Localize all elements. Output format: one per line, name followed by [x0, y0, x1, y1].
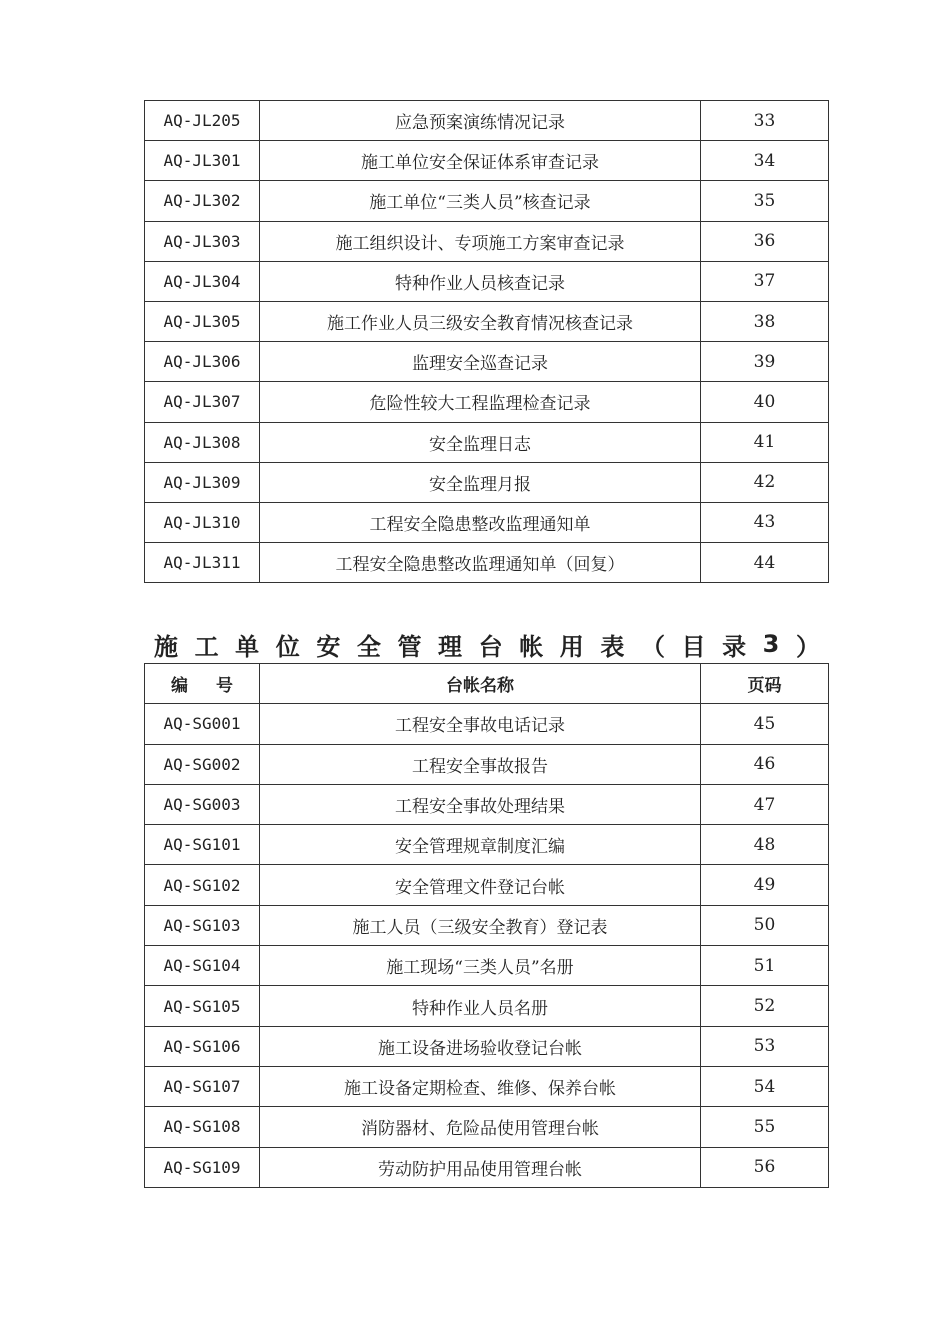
section-title-char: 录 — [722, 632, 747, 661]
code-cell: AQ-SG103 — [145, 905, 260, 945]
page-cell: 47 — [701, 784, 829, 824]
page-cell: 49 — [701, 865, 829, 905]
record-table-body — [145, 101, 829, 583]
ledger-table-body — [145, 704, 829, 1188]
section-title-char: 理 — [438, 632, 463, 661]
page-cell: 43 — [701, 502, 829, 542]
name-cell: 施工单位安全保证体系审查记录 — [260, 141, 701, 181]
header-name: 台帐名称 — [260, 664, 701, 704]
name-cell: 施工现场“三类人员”名册 — [260, 946, 701, 986]
name-cell: 特种作业人员名册 — [260, 986, 701, 1026]
table-row — [145, 261, 829, 301]
code-cell: AQ-SG101 — [145, 825, 260, 865]
code-cell: AQ-JL311 — [145, 543, 260, 583]
name-cell: 劳动防护用品使用管理台帐 — [260, 1147, 701, 1187]
code-cell: AQ-JL302 — [145, 181, 260, 221]
code-cell: AQ-JL309 — [145, 462, 260, 502]
code-cell: AQ-SG104 — [145, 946, 260, 986]
table-row — [145, 342, 829, 382]
code-cell: AQ-JL205 — [145, 101, 260, 141]
page-cell: 35 — [701, 181, 829, 221]
section-title — [144, 626, 830, 662]
section-title-char: 帐 — [519, 632, 544, 661]
section-title-char: （ — [640, 632, 665, 661]
page-cell: 44 — [701, 543, 829, 583]
name-cell: 施工组织设计、专项施工方案审查记录 — [260, 221, 701, 261]
header-code-char: 编 — [171, 676, 188, 697]
name-cell: 特种作业人员核查记录 — [260, 261, 701, 301]
name-cell: 危险性较大工程监理检查记录 — [260, 382, 701, 422]
code-cell: AQ-SG108 — [145, 1107, 260, 1147]
table-row — [145, 301, 829, 341]
page-cell: 37 — [701, 261, 829, 301]
code-cell: AQ-JL308 — [145, 422, 260, 462]
name-cell: 施工作业人员三级安全教育情况核查记录 — [260, 301, 701, 341]
code-cell: AQ-SG106 — [145, 1026, 260, 1066]
name-cell: 应急预案演练情况记录 — [260, 101, 701, 141]
name-cell: 消防器材、危险品使用管理台帐 — [260, 1107, 701, 1147]
table-row — [145, 784, 829, 824]
table-row — [145, 744, 829, 784]
page-cell: 53 — [701, 1026, 829, 1066]
table-row — [145, 422, 829, 462]
section-title-char: 用 — [559, 632, 584, 661]
section-title-char: 全 — [356, 632, 381, 661]
page-cell: 34 — [701, 141, 829, 181]
table-row — [145, 1147, 829, 1187]
code-cell: AQ-SG003 — [145, 784, 260, 824]
code-cell: AQ-SG001 — [145, 704, 260, 744]
name-cell: 施工设备进场验收登记台帐 — [260, 1026, 701, 1066]
ledger-table — [144, 663, 829, 1188]
record-table-continued — [144, 100, 829, 583]
section-title-char: 单 — [235, 632, 260, 661]
page-cell: 54 — [701, 1066, 829, 1106]
header-page: 页码 — [701, 664, 829, 704]
page-cell: 36 — [701, 221, 829, 261]
page-cell: 39 — [701, 342, 829, 382]
table-header-row — [145, 664, 829, 704]
table-row — [145, 181, 829, 221]
code-cell: AQ-JL301 — [145, 141, 260, 181]
table-row — [145, 1107, 829, 1147]
section-title-char: 3 — [762, 630, 780, 658]
name-cell: 监理安全巡查记录 — [260, 342, 701, 382]
name-cell: 施工单位“三类人员”核查记录 — [260, 181, 701, 221]
page-cell: 42 — [701, 462, 829, 502]
page-cell: 51 — [701, 946, 829, 986]
section-title-char: 台 — [478, 632, 503, 661]
page-cell: 56 — [701, 1147, 829, 1187]
page-cell: 46 — [701, 744, 829, 784]
name-cell: 施工设备定期检查、维修、保养台帐 — [260, 1066, 701, 1106]
section-title-char: 位 — [275, 632, 300, 661]
header-code — [145, 664, 260, 704]
table-row — [145, 1066, 829, 1106]
header-code-char: 号 — [216, 676, 233, 697]
table-row — [145, 543, 829, 583]
code-cell: AQ-JL305 — [145, 301, 260, 341]
page-cell: 50 — [701, 905, 829, 945]
code-cell: AQ-JL306 — [145, 342, 260, 382]
page-cell: 48 — [701, 825, 829, 865]
page-cell: 41 — [701, 422, 829, 462]
table-row — [145, 101, 829, 141]
code-cell: AQ-JL307 — [145, 382, 260, 422]
name-cell: 安全监理日志 — [260, 422, 701, 462]
section-title-char: 管 — [397, 632, 422, 661]
name-cell: 安全管理规章制度汇编 — [260, 825, 701, 865]
section-title-char: 安 — [316, 632, 341, 661]
section-title-char: 工 — [194, 632, 219, 661]
table-row — [145, 865, 829, 905]
table-row — [145, 946, 829, 986]
page-cell: 52 — [701, 986, 829, 1026]
table-row — [145, 905, 829, 945]
name-cell: 施工人员（三级安全教育）登记表 — [260, 905, 701, 945]
table-row — [145, 986, 829, 1026]
name-cell: 工程安全隐患整改监理通知单 — [260, 502, 701, 542]
page-cell: 38 — [701, 301, 829, 341]
name-cell: 安全监理月报 — [260, 462, 701, 502]
code-cell: AQ-SG002 — [145, 744, 260, 784]
code-cell: AQ-SG105 — [145, 986, 260, 1026]
page-cell: 45 — [701, 704, 829, 744]
code-cell: AQ-SG109 — [145, 1147, 260, 1187]
section-title-char: ） — [795, 632, 820, 661]
code-cell: AQ-JL310 — [145, 502, 260, 542]
table-row — [145, 462, 829, 502]
name-cell: 工程安全事故电话记录 — [260, 704, 701, 744]
section-title-char: 施 — [154, 632, 178, 661]
name-cell: 工程安全事故处理结果 — [260, 784, 701, 824]
page-cell: 33 — [701, 101, 829, 141]
code-cell: AQ-SG107 — [145, 1066, 260, 1106]
table-row — [145, 704, 829, 744]
code-cell: AQ-SG102 — [145, 865, 260, 905]
name-cell: 安全管理文件登记台帐 — [260, 865, 701, 905]
code-cell: AQ-JL304 — [145, 261, 260, 301]
table-row — [145, 221, 829, 261]
table-row — [145, 141, 829, 181]
table-row — [145, 502, 829, 542]
section-title-char: 表 — [600, 632, 625, 661]
page-cell: 55 — [701, 1107, 829, 1147]
name-cell: 工程安全事故报告 — [260, 744, 701, 784]
table-row — [145, 1026, 829, 1066]
code-cell: AQ-JL303 — [145, 221, 260, 261]
table-row — [145, 825, 829, 865]
name-cell: 工程安全隐患整改监理通知单（回复） — [260, 543, 701, 583]
page-cell: 40 — [701, 382, 829, 422]
table-row — [145, 382, 829, 422]
section-title-char: 目 — [681, 632, 706, 661]
